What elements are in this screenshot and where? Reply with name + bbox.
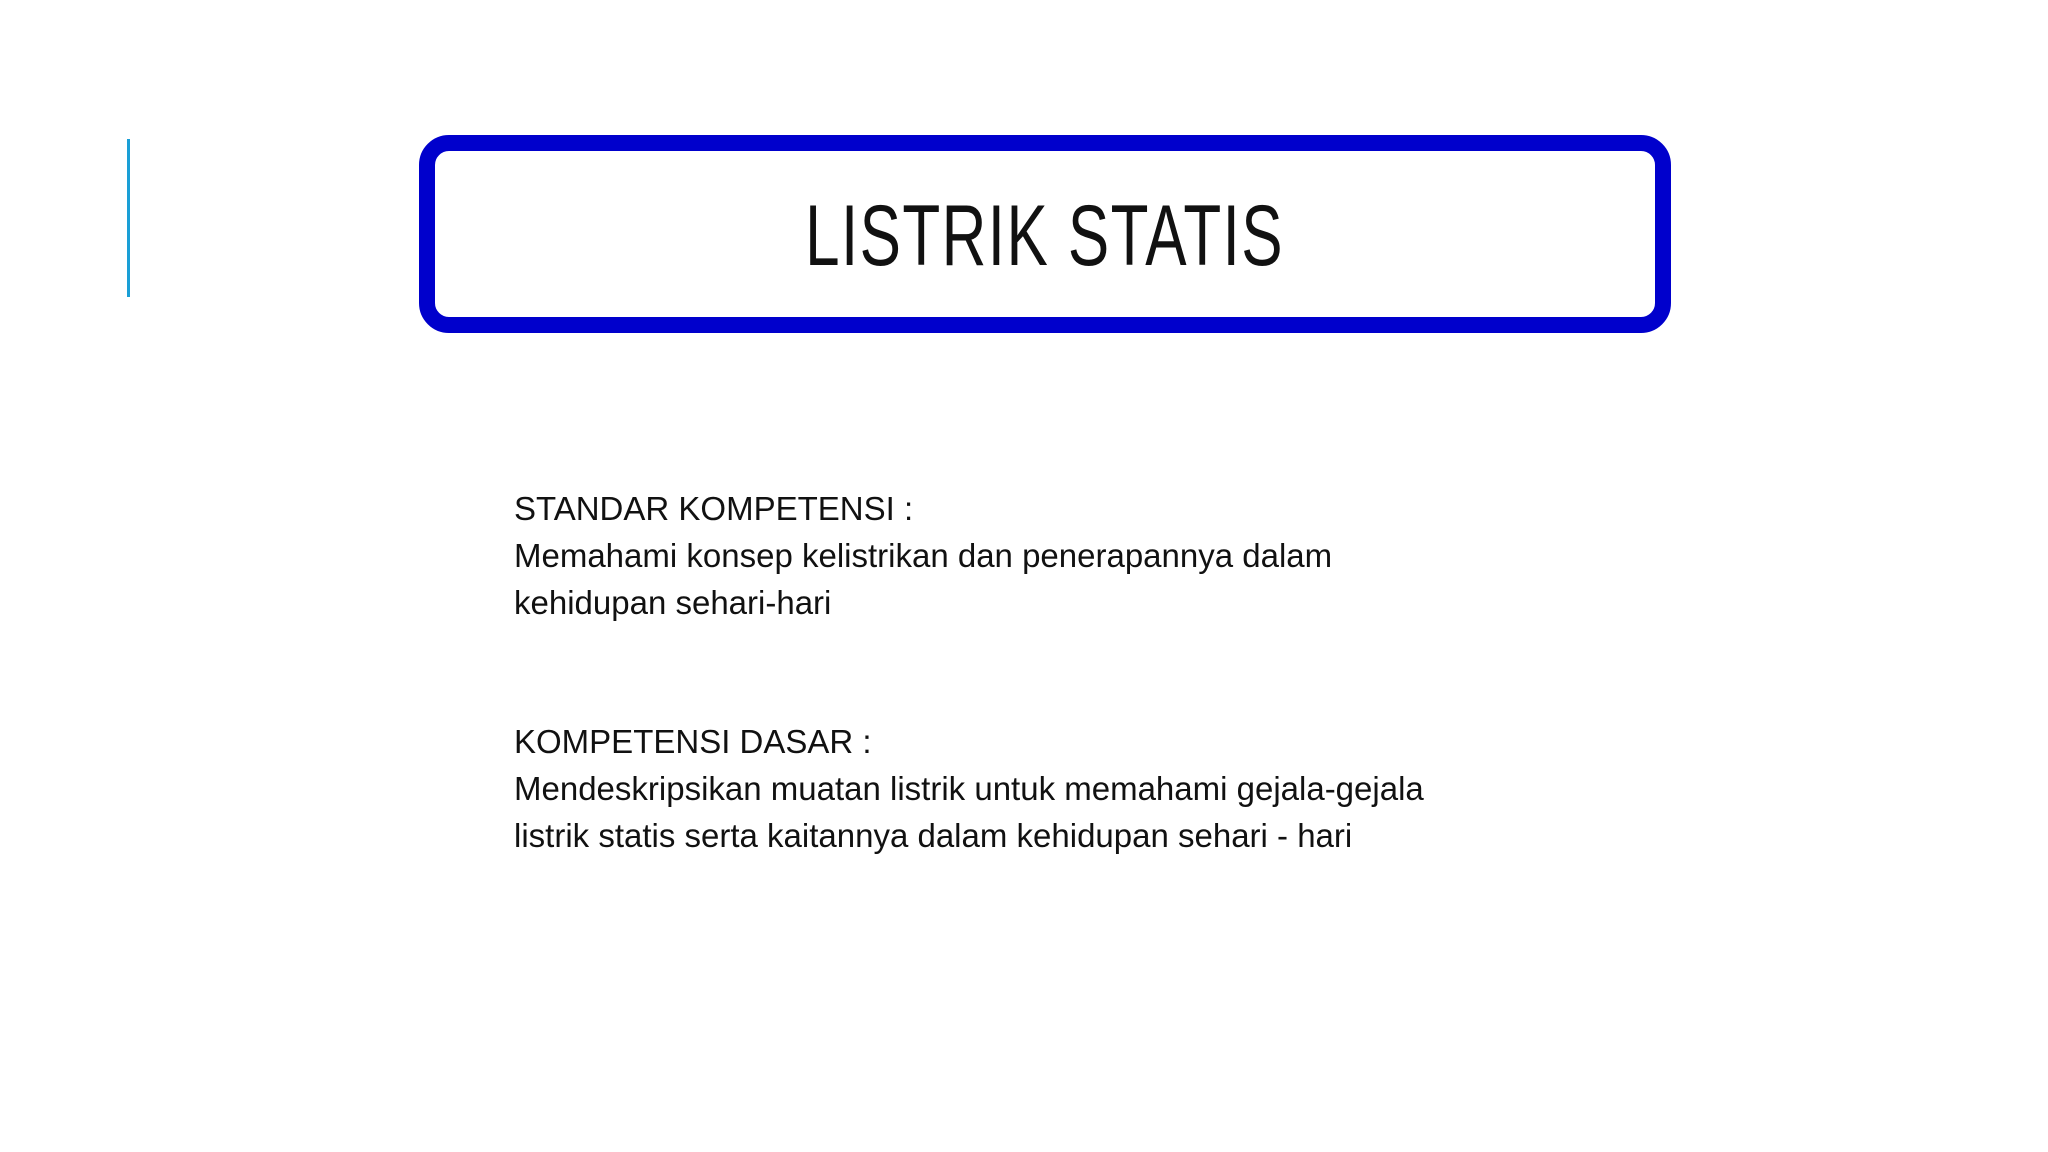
standar-kompetensi-section [514,485,1332,626]
kompetensi-dasar-section [514,718,1424,859]
title-box [419,135,1671,333]
slide-title-text: LISTRIK STATIS [805,188,1285,284]
section-line: kehidupan sehari-hari [514,584,832,621]
section-line: Mendeskripsikan muatan listrik untuk memahami gejala-gejala [514,770,1424,807]
section-line: Memahami konsep kelistrikan dan penerapannya dalam [514,537,1333,574]
slide-title [435,188,1655,284]
section-line: listrik statis serta kaitannya dalam kehidupan sehari - hari [514,817,1353,854]
section-heading: KOMPETENSI DASAR : [514,723,872,760]
accent-line [127,139,130,297]
section-heading: STANDAR KOMPETENSI : [514,490,914,527]
